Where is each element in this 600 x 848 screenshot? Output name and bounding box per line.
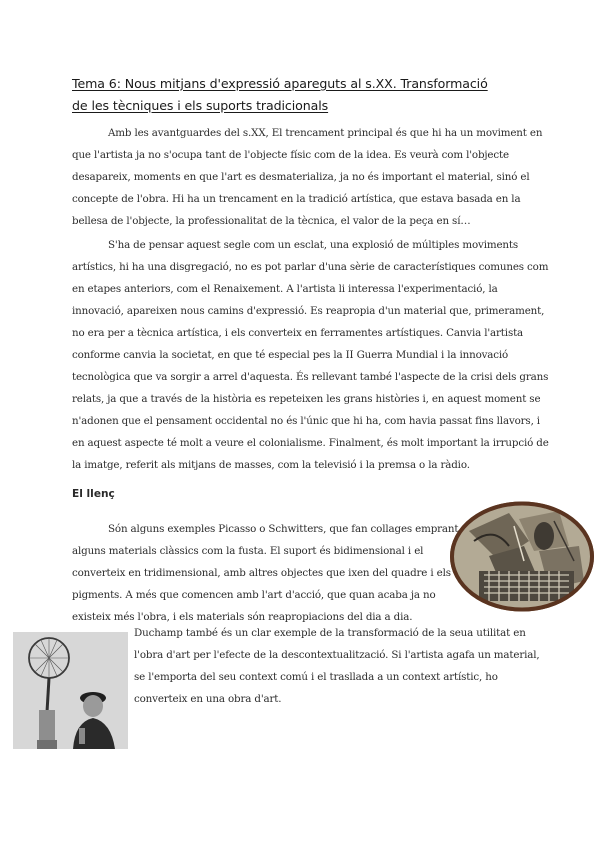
text-line: artístics, hi ha una disgregació, no es pot parlar d'una sèrie de característiques comunes com	[72, 261, 549, 273]
text-line: pigments. A més que comencen amb l'art d'acció, que quan acaba ja no	[72, 589, 436, 601]
text-line: en aquest aspecte té molt a veure el colonialisme. Finalment, és molt important la irrupció de	[72, 437, 549, 449]
text-line: converteix en tridimensional, amb altres objectes que ixen del quadre i els	[72, 567, 451, 579]
text-line: innovació, apareixen nous camins d'expressió. Es reapropia d'un material que, primerament,	[72, 305, 545, 317]
text-line: alguns materials clàssics com la fusta. El suport és bidimensional i el	[72, 545, 424, 557]
page-title	[72, 73, 542, 117]
text-line: Amb les avantguardes del s.XX, El trencament principal és que hi ha un moviment en	[108, 127, 543, 139]
text-line: l'obra d'art per l'efecte de la descontextualització. Si l'artista agafa un material,	[134, 649, 540, 661]
text-line: que l'artista ja no s'ocupa tant de l'objecte físic com de la idea. Es veurà com l'objecte	[72, 149, 509, 161]
text-line: tecnològica que va sorgir a arrel d'aquesta. És rellevant també l'aspecte de la crisi dels grans	[72, 371, 549, 383]
text-line: en etapes anteriors, com el Renaixement. A l'artista li interessa l'experimentació, la	[72, 283, 498, 295]
text-line: relats, ja que a través de la història es repeteixen les grans històries i, en aquest moment se	[72, 393, 541, 405]
paragraph-duchamp	[134, 622, 540, 710]
duchamp-bicycle-wheel-photo	[13, 632, 128, 749]
text-line: n'adonen que el pensament occidental no és l'únic que hi ha, com havia passat fins llavors, i	[72, 415, 540, 427]
text-line: conforme canvia la societat, en que té especial pes la II Guerra Mundial i la innovació	[72, 349, 509, 361]
text-line: se l'emporta del seu context comú i el trasllada a un context artístic, ho	[134, 671, 498, 683]
text-line: no era per a tècnica artística, i els converteix en ferramentes artístiques. Canvia l'artista	[72, 327, 524, 339]
paragraph-collage	[72, 518, 459, 628]
text-line: concepte de l'obra. Hi ha un trencament en la tradició artística, que estava basada en la	[72, 193, 521, 205]
text-line: existeix més l'obra, i els materials són reapropiacions del dia a dia.	[72, 611, 413, 623]
title-line-1: Tema 6: Nous mitjans d'expressió apareguts al s.XX. Transformació	[72, 76, 488, 91]
text-line: Duchamp també és un clar exemple de la transformació de la seua utilitat en	[134, 627, 526, 639]
text-line: converteix en una obra d'art.	[134, 693, 282, 705]
text-line: desapareix, moments en que l'art es desmaterializa, ja no és important el material, sinó el	[72, 171, 530, 183]
text-line: la imatge, referit als mitjans de masses, com la televisió i la premsa o la ràdio.	[72, 459, 470, 471]
text-line: S'ha de pensar aquest segle com un esclat, una explosió de múltiples moviments	[108, 239, 519, 251]
picasso-collage-image	[449, 501, 595, 612]
text-line: Són alguns exemples Picasso o Schwitters, que fan collages emprant	[108, 523, 459, 535]
paragraph-century	[72, 234, 549, 476]
title-line-2: de les tècniques i els suports tradicionals	[72, 98, 329, 113]
text-line: bellesa de l'objecte, la professionalitat de la tècnica, el valor de la peça en sí…	[72, 215, 471, 227]
section-heading: El llenç	[72, 488, 115, 500]
paragraph-intro	[72, 122, 543, 232]
